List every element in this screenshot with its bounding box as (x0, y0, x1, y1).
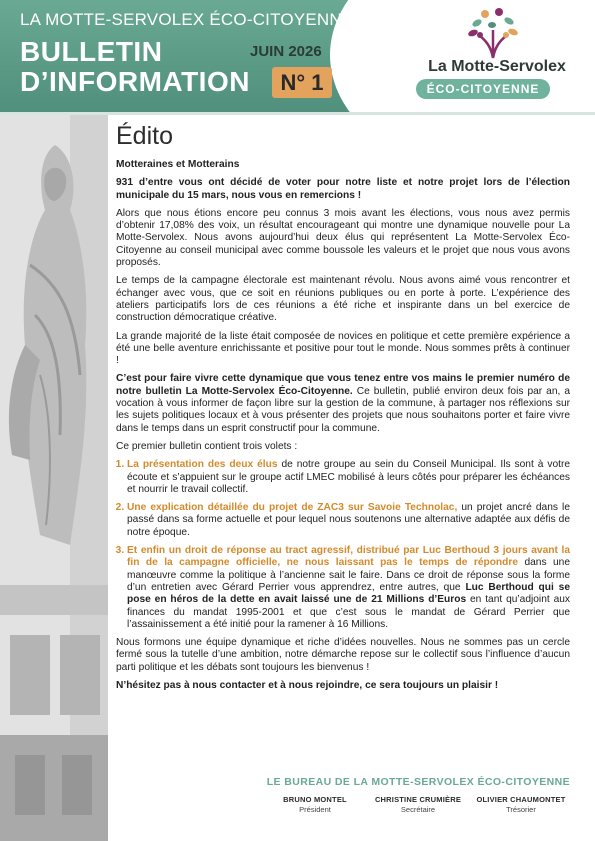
edito-article (116, 122, 570, 698)
signer-role: Trésorier (506, 805, 536, 814)
list-item (127, 459, 570, 496)
signer-role: Président (299, 805, 331, 814)
paragraph-3: La grande majorité de la liste était composée de novices en politique et cette première expérience a été une belle aventure enrichissante et positive pour tout le monde. Nous sommes prêts à continuer ! (116, 330, 570, 367)
list-item-text: dans une manœuvre comme la politique à l’ancienne sait le faire. Dans ce droit de réponse sous la forme d’un entretien avec Gérard Perrier vous apprendrez, entre autres, que (127, 557, 570, 593)
bulletin-title-line1: BULLETIN (20, 36, 163, 67)
bulletin-title-line2: D’INFORMATION (20, 66, 250, 97)
paragraph-5: Ce premier bulletin contient trois volets : (116, 440, 298, 452)
list-item-text: en tant qu’adjoint aux finances du mandat 1995-2001 et que c’est sous le mandat de Gérard Perrier que l’assainissement a été initié pour la ramener à 16 Millions. (127, 594, 570, 630)
signer-secretary (368, 795, 468, 814)
edito-heading: Édito (116, 122, 173, 150)
volets-list (116, 459, 570, 631)
list-item (127, 502, 570, 539)
issue-date: JUIN 2026 (250, 43, 322, 60)
list-item (127, 545, 570, 631)
logo-tagline: ÉCO-CITOYENNE (416, 79, 550, 99)
paragraph-1: Alors que nous étions encore peu connus 3 mois avant les élections, vous nous avez permis d’obtenir 17,08% des voix, un résultat encourageant qui montre une dynamique nouvelle pour La Motte-Servolex. Nous avons aujourd’hui deux élus qui représentent La Motte-Servolex Éco-Citoyenne au conseil municipal avec comme boussole les valeurs et le projet que nous vous avons proposés. (116, 207, 570, 269)
list-item-text: un projet ancré dans le passé dans sa forme actuelle et pour lequel nous soutenons une alternative adaptée aux défis de notre époque. (127, 502, 570, 538)
logo (402, 6, 592, 110)
signer-name: OLIVIER CHAUMONTET (476, 795, 566, 804)
salutation: Motteraines et Motterains (116, 159, 240, 170)
signer-president (270, 795, 360, 814)
paragraph-2: Le temps de la campagne électorale est maintenant révolu. Nous avons aimé vous rencontrer et échanger avec vous, que ce soit en réunions publiques ou en porte à porte. L’expérience des ateliers participatifs lors de ces réunions a été riche et inspirante dans un bel exercice de construction démocratique créative. (116, 275, 570, 324)
signers (270, 795, 570, 825)
list-item-highlight: Et enfin un droit de réponse au tract agressif, distribué par Luc Berthoud 3 jours avant la fin de la campagne officielle, ne nous laissant pas le temps de répondre (127, 545, 570, 569)
signer-name: BRUNO MONTEL (283, 795, 347, 804)
list-item-highlight: Une explication détaillée du projet de ZAC3 sur Savoie Technolac, (127, 502, 458, 514)
paragraph-6: Nous formons une équipe dynamique et riche d’idées nouvelles. Nous ne sommes pas un cercle fermé sous la tutelle d’une ambition, notre démarche repose sur le collectif sous l’influence d’aucun parti politique et les débats sont toujours les bienvenus ! (116, 637, 570, 673)
signer-treasurer (472, 795, 570, 814)
issue-number-badge: N° 1 (272, 67, 332, 98)
list-item-text: de notre groupe au sein du Conseil Municipal. Ils sont à votre écoute et s’appuient sur le groupe actif LMEC mobilisé à leurs côtés pour préparer les échéances et nourrir le travail collectif. (127, 459, 570, 495)
logo-name: La Motte-Servolex (428, 58, 566, 75)
lead-paragraph: 931 d’entre vous ont décidé de voter pour notre liste et notre projet lors de l’élection municipale du 15 mars, nous vous en remercions ! (116, 177, 570, 201)
list-item-highlight: La présentation des deux élus (127, 459, 278, 471)
tree-people-icon (465, 6, 521, 60)
paragraph-4-bold: C’est pour faire vivre cette dynamique que vous tenez entre vos mains le premier numéro de notre bulletin La Motte-Servolex Éco-Citoyenne. (116, 373, 570, 397)
closing-line: N’hésitez pas à nous contacter et à nous rejoindre, ce sera toujours un plaisir ! (116, 679, 499, 691)
signer-role: Secrétaire (400, 805, 436, 814)
header-banner (0, 0, 595, 115)
paragraph-4 (116, 373, 570, 434)
bureau-title: LE BUREAU DE LA MOTTE-SERVOLEX ÉCO-CITOYENNE (266, 776, 570, 788)
signer-name: CHRISTINE CRUMIÈRE (374, 795, 462, 804)
statue-photo (0, 115, 108, 841)
header-kicker: LA MOTTE-SERVOLEX ÉCO-CITOYENNE (20, 10, 354, 29)
list-item-bold: Luc Berthoud qui se pose en héros de la dette en avait laissé une de 21 Millions d’Euros (127, 581, 570, 606)
statue-illustration (0, 115, 108, 841)
paragraph-4-rest: Ce bulletin, publié environ deux fois par an, a vocation à vous informer de façon libre sur la gestion de la commune, à partager nos réflexions sur les sujets politiques locaux et à vous présenter des projets que nous souhaitons porter et faire vivre dans le temps dans un esprit constructif pour la commune. (116, 385, 570, 434)
